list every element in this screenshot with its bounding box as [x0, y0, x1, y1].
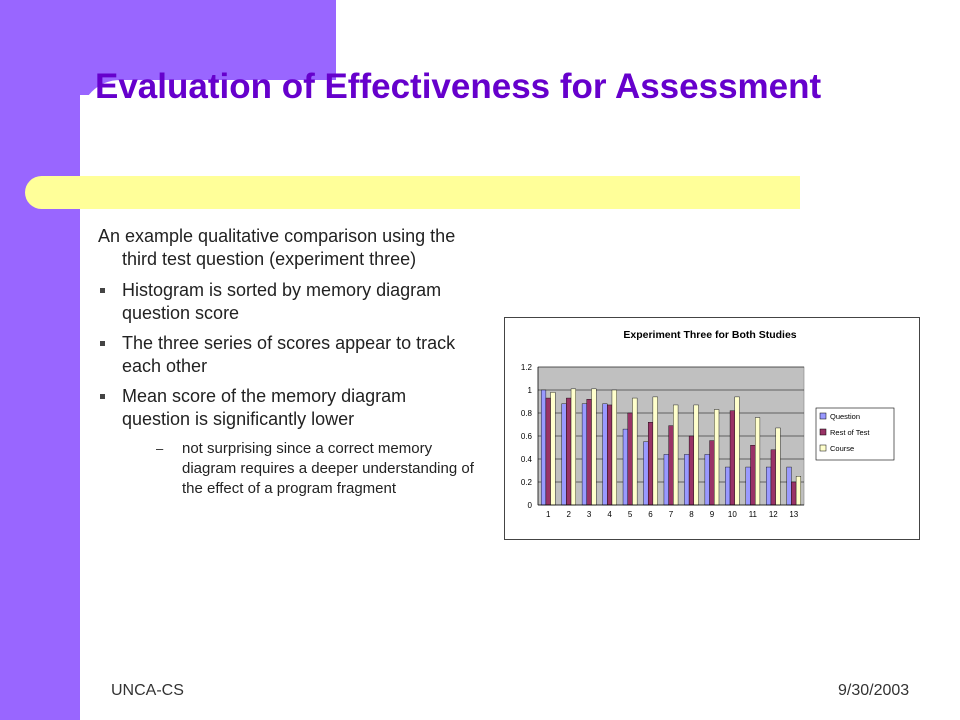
footer-left-label: UNCA-CS: [111, 682, 184, 699]
dash-bullet-icon: –: [156, 441, 164, 456]
slide-title: Evaluation of Effectiveness for Assessment: [95, 67, 822, 106]
bar: [710, 441, 715, 505]
bar: [623, 429, 628, 505]
bar: [587, 399, 592, 505]
y-tick-label: 0.2: [520, 478, 532, 487]
bar: [684, 454, 689, 505]
x-tick-label: 13: [789, 510, 799, 519]
bar: [791, 482, 796, 505]
x-tick-label: 5: [627, 510, 633, 519]
bar: [771, 450, 776, 505]
bar: [766, 467, 771, 505]
bar: [755, 418, 760, 505]
bar: [776, 428, 781, 505]
bar: [669, 426, 674, 505]
x-tick-label: 10: [727, 510, 737, 519]
y-tick-label: 0.6: [520, 432, 532, 441]
bar: [730, 411, 735, 505]
bar: [582, 404, 587, 505]
x-tick-label: 11: [748, 510, 758, 519]
legend-label: Course: [830, 444, 855, 453]
bar: [705, 454, 710, 505]
bar: [673, 405, 678, 505]
bar: [628, 413, 633, 505]
y-tick-label: 1.2: [520, 363, 532, 372]
bar: [694, 405, 699, 505]
square-bullet-icon: [100, 288, 105, 293]
bar: [571, 389, 576, 505]
x-tick-label: 12: [768, 510, 778, 519]
y-tick-label: 0.8: [520, 409, 532, 418]
bar: [689, 436, 694, 505]
legend-swatch: [820, 445, 826, 451]
x-tick-label: 2: [566, 510, 571, 519]
legend-label: Question: [830, 412, 861, 421]
bar: [603, 404, 608, 505]
bullet-text: Histogram is sorted by memory diagram question score: [122, 280, 442, 323]
slide-body: [98, 225, 478, 506]
x-tick-label: 6: [648, 510, 653, 519]
bar: [546, 398, 551, 505]
bullet-item: [98, 279, 478, 325]
bar: [562, 404, 567, 505]
y-tick-label: 1: [527, 386, 532, 395]
x-tick-label: 9: [709, 510, 715, 519]
chart-title: Experiment Three for Both Studies: [623, 329, 797, 341]
x-tick-label: 3: [586, 510, 592, 519]
x-tick-label: 1: [546, 510, 551, 519]
bullet-item: [98, 385, 478, 499]
bar: [735, 397, 740, 505]
bar: [653, 397, 658, 505]
footer-date: 9/30/2003: [838, 682, 910, 699]
bullet-text: The three series of scores appear to track each other: [122, 333, 456, 376]
legend-label: Rest of Test: [830, 428, 870, 437]
legend-swatch: [820, 429, 826, 435]
square-bullet-icon: [100, 394, 105, 399]
sub-bullet-item: [122, 439, 478, 499]
square-bullet-icon: [100, 341, 105, 346]
bar: [592, 389, 597, 505]
bar: [612, 390, 617, 505]
legend-swatch: [820, 413, 826, 419]
x-tick-label: 8: [689, 510, 694, 519]
x-tick-label: 4: [607, 510, 612, 519]
intro-paragraph: An example qualitative comparison using the third test question (experiment three): [98, 226, 456, 269]
bar: [750, 445, 755, 505]
bar-chart: [505, 318, 919, 539]
bar: [607, 405, 612, 505]
title-underline-bar: [25, 176, 800, 209]
bullet-item: [98, 332, 478, 378]
bar: [796, 476, 801, 505]
bar: [787, 467, 792, 505]
bullet-list: [98, 279, 478, 499]
bullet-text: Mean score of the memory diagram question is significantly lower: [122, 386, 407, 429]
x-tick-label: 7: [668, 510, 674, 519]
bar: [746, 467, 751, 505]
sub-bullet-text: not surprising since a correct memory diagram requires a deeper understanding of the effect of a program fragment: [182, 440, 474, 497]
chart-frame: [504, 317, 920, 540]
bar: [632, 398, 637, 505]
bar: [541, 390, 546, 505]
bar: [664, 454, 669, 505]
bar: [566, 398, 571, 505]
bar: [648, 422, 653, 505]
bar: [643, 442, 648, 505]
y-tick-label: 0.4: [520, 455, 532, 464]
bar: [725, 467, 730, 505]
y-tick-label: 0: [527, 501, 532, 510]
left-accent-bar: [0, 0, 80, 720]
bar: [551, 392, 556, 505]
bar: [714, 410, 719, 505]
